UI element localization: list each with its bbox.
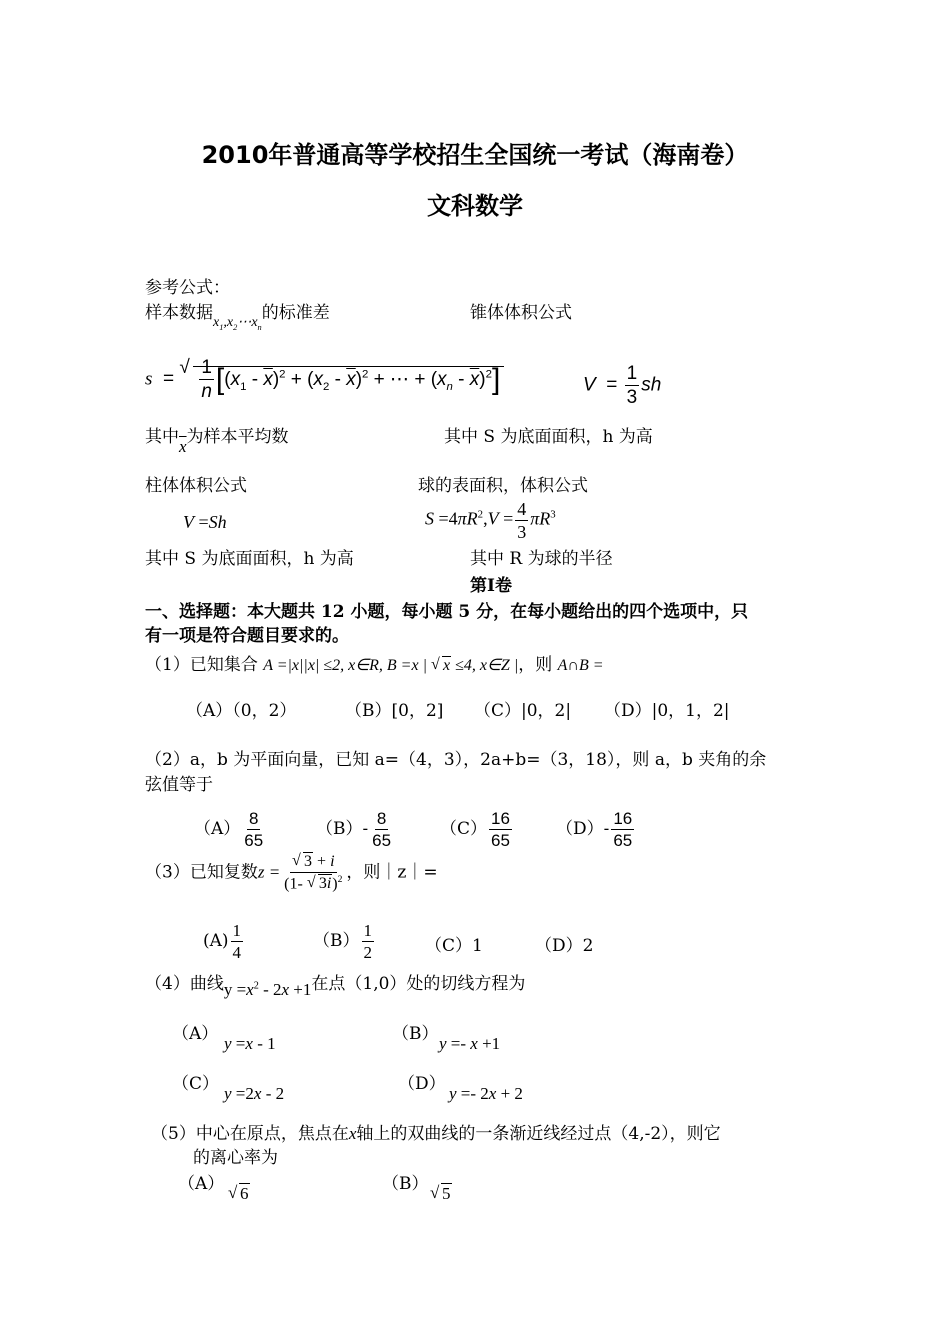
- cone-label: 锥体体积公式: [470, 303, 572, 323]
- q1-stem-text: （1）已知集合: [145, 655, 258, 675]
- mean-note-pre: 其中: [145, 427, 179, 447]
- instructions-line2: 有一项是符合题目要求的。: [145, 626, 349, 646]
- formulas-heading: 参考公式：: [145, 278, 230, 298]
- mean-note-post: 为样本平均数: [186, 427, 289, 447]
- prism-note: 其中 S 为底面面积，h 为高: [145, 549, 354, 569]
- q2-option-a-label: （A）: [194, 819, 241, 839]
- q3-option-a[interactable]: (A) $\frac{1}{4}$: [203, 921, 242, 962]
- page-subtitle: 文科数学: [427, 192, 523, 220]
- q4-stem-tail: 在点（1,0）处的切线方程为: [311, 974, 526, 994]
- q1-option-c[interactable]: （C）|0，2|: [474, 701, 572, 721]
- q3-stem-text: （3）已知复数: [145, 862, 258, 883]
- q4-option-d-label[interactable]: （D）: [398, 1074, 446, 1094]
- q3-option-d[interactable]: （D）2: [535, 936, 594, 956]
- q1-intersection: A∩B =: [557, 657, 604, 674]
- sample-suffix: 的标准差: [261, 303, 330, 323]
- q4-option-d[interactable]: y =- 2x + 2: [449, 1084, 523, 1103]
- q1-option-b[interactable]: （B）[0，2]: [345, 701, 444, 721]
- q2-option-a[interactable]: （A） $\frac{8}{65}$: [194, 809, 264, 850]
- q2-option-d-label: （D）: [556, 819, 604, 839]
- q2-option-d[interactable]: （D）- $\frac{16}{65}$: [556, 809, 633, 850]
- q4-option-a-label[interactable]: （A）: [172, 1024, 219, 1044]
- q4-option-b-label[interactable]: （B）: [392, 1024, 439, 1044]
- q2-option-b-label: （B）: [316, 819, 363, 839]
- q3-option-a-label: (A): [203, 931, 229, 951]
- mean-note: [145, 425, 289, 459]
- prism-volume-formula: V =Sh: [183, 512, 227, 532]
- q2-option-c[interactable]: （C） $\frac{16}{65}$: [440, 809, 510, 850]
- q5-axis-x: x: [348, 1124, 357, 1143]
- cone-note: 其中 S 为底面面积，h 为高: [444, 427, 653, 447]
- q5-line1-post: 轴上的双曲线的一条渐近线经过点（4,-2），则它: [356, 1124, 721, 1144]
- q4-stem-text: （4）曲线: [145, 974, 224, 994]
- q3-option-c[interactable]: （C）1: [425, 936, 483, 956]
- q4-option-c-label[interactable]: （C）: [172, 1074, 220, 1094]
- sphere-note: 其中 R 为球的半径: [470, 549, 613, 569]
- q5-line1: [151, 1122, 721, 1146]
- q2-line1: （2）a，b 为平面向量，已知 a=（4，3），2a+b=（3，18），则 a，b 夹角的余: [145, 750, 767, 770]
- mean-symbol: $\overline{x}$: [179, 437, 187, 456]
- q4-option-c[interactable]: y =2x - 2: [224, 1084, 285, 1103]
- sample-variables: x1,x2⋯xn: [213, 315, 262, 332]
- cone-volume-formula: V = $\frac{1}{3}$ sh: [583, 363, 662, 408]
- q1-sets: A =|x||x| ≤2, x∈R, B =x | √ x ≤4, x∈Z |: [263, 657, 518, 674]
- sample-label: [145, 301, 330, 340]
- prism-label: 柱体体积公式: [145, 476, 247, 496]
- std-dev-formula: s = √ $\frac{1}{n}$ [$(x_1 - \overline{x})^2 + (x_2 - \overline{x})^2$ + ⋯ + $(x_n - \overline{x})^2$]: [145, 358, 504, 401]
- q3-stem-tail: ，则｜z｜=: [346, 862, 438, 883]
- q5-option-a[interactable]: √ 6: [228, 1184, 250, 1204]
- q4-option-a[interactable]: y =x - 1: [224, 1034, 276, 1053]
- sphere-formula: $S =4\pi R^2,V$ = $\frac{4}{3}$ $\pi R^3$: [425, 499, 556, 542]
- q5-option-b[interactable]: √ 5: [430, 1184, 452, 1204]
- volume-heading: 第Ⅰ卷: [470, 576, 512, 596]
- sphere-label: 球的表面积，体积公式: [418, 476, 588, 496]
- q4-stem: （4）曲线$y =x^2 - 2x +1$在点（1,0）处的切线方程为: [145, 974, 526, 999]
- q1-stem: [145, 653, 604, 678]
- q2-option-c-label: （C）: [440, 819, 488, 839]
- q3-option-b-label: （B）: [313, 931, 360, 951]
- q3-stem: （3）已知复数z = √ $\frac{3 + i}{(1- √ 3i)^2}$ ，则｜z｜=: [145, 854, 438, 892]
- instructions-line1: 一、选择题：本大题共 12 小题，每小题 5 分，在每小题给出的四个选项中，只: [145, 602, 749, 622]
- q1-option-d[interactable]: （D）|0，1，2|: [604, 701, 730, 721]
- q3-option-b[interactable]: （B） $\frac{1}{2}$: [313, 921, 372, 962]
- sample-label-text: 样本数据: [145, 303, 213, 323]
- q4-option-b[interactable]: y =- x +1: [439, 1034, 501, 1053]
- q5-option-b-label[interactable]: （B）: [382, 1174, 429, 1194]
- q5-option-a-label[interactable]: （A）: [178, 1174, 225, 1194]
- q5-line2: 的离心率为: [193, 1148, 278, 1168]
- q1-stem-tail: ，则: [518, 655, 553, 675]
- q5-line1-pre: （5）中心在原点，焦点在: [151, 1124, 349, 1144]
- q2-option-b[interactable]: （B）- $\frac{8}{65}$: [316, 809, 392, 850]
- page-title: 2010年普通高等学校招生全国统一考试（海南卷）: [201, 141, 749, 169]
- q2-line2: 弦值等于: [145, 775, 213, 795]
- q1-option-a[interactable]: （A）（0，2）: [186, 701, 297, 721]
